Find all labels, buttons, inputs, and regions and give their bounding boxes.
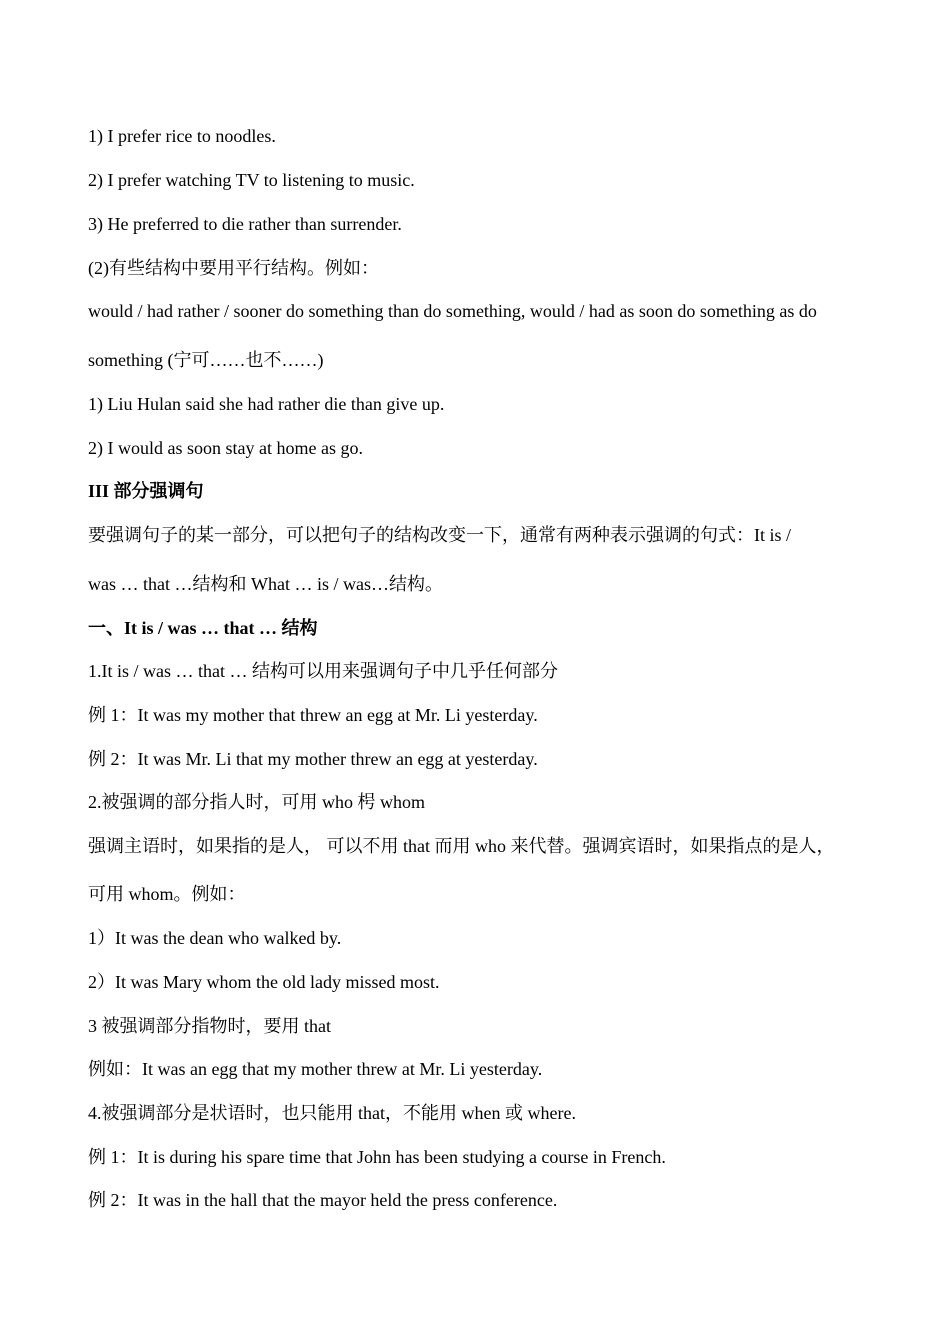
- example-line: 3) He preferred to die rather than surrender.: [88, 214, 402, 234]
- paragraph-line: 要强调句子的某一部分，可以把句子的结构改变一下，通常有两种表示强调的句式：It is /: [88, 525, 791, 545]
- document-page: [88, 0, 878, 1342]
- example-line: 例 2：It was Mr. Li that my mother threw an egg at yesterday.: [88, 749, 538, 769]
- example-line: 1）It was the dean who walked by.: [88, 928, 342, 948]
- rule-heading: 3 被强调部分指物时，要用 that: [88, 1016, 331, 1036]
- example-line: 例 2：It was in the hall that the mayor held the press conference.: [88, 1190, 558, 1210]
- rule-heading: 1.It is / was … that … 结构可以用来强调句子中几乎任何部分: [88, 661, 558, 681]
- example-line: 2) I would as soon stay at home as go.: [88, 438, 363, 458]
- paragraph-line: would / had rather / sooner do something than do something, would / had as soon do something as do: [88, 301, 817, 321]
- rule-heading: (2)有些结构中要用平行结构。例如：: [88, 258, 379, 278]
- paragraph-line: 强调主语时，如果指的是人， 可以不用 that 而用 who 来代替。强调宾语时，如果指点的是人，: [88, 836, 835, 856]
- paragraph-line: something (宁可……也不……): [88, 350, 324, 370]
- rule-heading: 4.被强调部分是状语时，也只能用 that，不能用 when 或 where.: [88, 1103, 576, 1123]
- example-line: 2）It was Mary whom the old lady missed most.: [88, 972, 440, 992]
- paragraph-line: was … that …结构和 What … is / was…结构。: [88, 574, 443, 594]
- example-line: 2) I prefer watching TV to listening to music.: [88, 170, 415, 190]
- example-line: 例 1：It is during his spare time that John has been studying a course in French.: [88, 1147, 666, 1167]
- paragraph-line: 可用 whom。例如：: [88, 884, 246, 904]
- example-line: 1) I prefer rice to noodles.: [88, 126, 276, 146]
- example-line: 例如：It was an egg that my mother threw at Mr. Li yesterday.: [88, 1059, 543, 1079]
- example-line: 例 1：It was my mother that threw an egg at Mr. Li yesterday.: [88, 705, 538, 725]
- rule-heading: 2.被强调的部分指人时，可用 who 枵 whom: [88, 792, 425, 812]
- example-line: 1) Liu Hulan said she had rather die than give up.: [88, 394, 445, 414]
- subsection-heading: 一、It is / was … that … 结构: [88, 618, 318, 638]
- section-heading: III 部分强调句: [88, 481, 204, 501]
